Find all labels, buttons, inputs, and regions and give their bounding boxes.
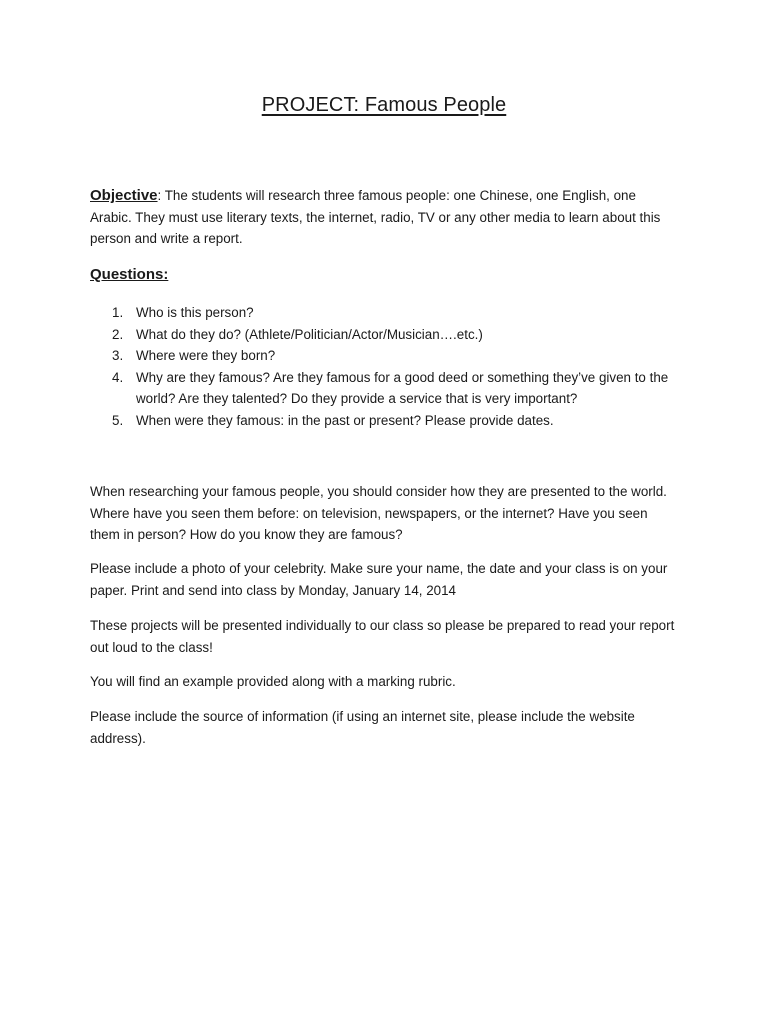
questions-heading: Questions: [90,266,169,283]
question-item [90,367,680,410]
question-item [90,302,680,324]
questions-list [90,302,680,432]
question-item [90,410,680,432]
question-text: Why are they famous? Are they famous for a good deed or something they’ve given to the world? Are they talented? Do they provide a service that is very important? [136,369,669,407]
body-paragraph: Please include a photo of your celebrity. Make sure your name, the date and your class is on your paper. Print and send into class by Monday, January 14, 2014 [90,561,668,598]
question-number: 4. [112,369,124,385]
body-paragraph: Please include the source of information (if using an internet site, please include the website address). [90,709,635,746]
body-paragraph: You will find an example provided along with a marking rubric. [90,674,456,689]
question-number: 3. [112,348,124,364]
question-number: 1. [112,305,124,320]
question-text: Who is this person? [136,305,254,320]
question-number: 5. [112,412,124,428]
question-text: When were they famous: in the past or present? Please provide dates. [136,412,554,428]
objective-text: : The students will research three famous people: one Chinese, one English, one Arabic. They must use literary texts, the internet, radio, TV or any other media to learn about this person and write a report. [90,188,661,247]
question-item [90,324,680,346]
question-number: 2. [112,326,124,342]
objective-paragraph [90,185,680,250]
question-text: Where were they born? [136,348,276,364]
page-title: PROJECT: Famous People [261,94,507,116]
objective-label: Objective [90,187,158,204]
body-paragraph: When researching your famous people, you should consider how they are presented to the world. Where have you seen them before: on television, newspapers, or the internet? Have you seen them in person? How do you know they are famous? [90,484,667,543]
question-item [90,345,680,367]
body-paragraph: These projects will be presented individually to our class so please be prepared to read your report out loud to the class! [90,618,675,655]
question-text: What do they do? (Athlete/Politician/Actor/Musician….etc.) [136,326,483,342]
